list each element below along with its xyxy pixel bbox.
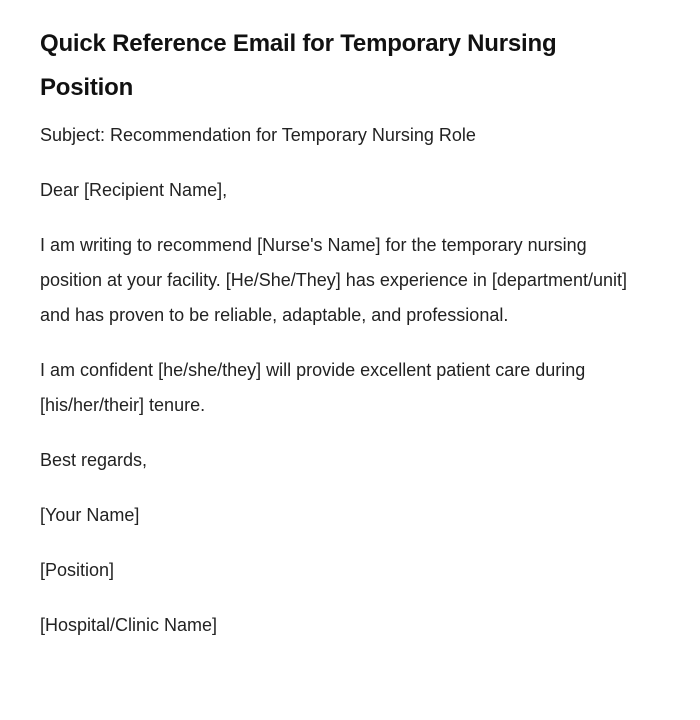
signature-name-line: [Your Name] <box>40 505 140 525</box>
greeting-line: Dear [Recipient Name], <box>40 180 228 200</box>
body-paragraph-2: I am confident [he/she/they] will provide excellent patient care during [his/her/their] tenure. <box>40 360 586 415</box>
subject-line: Subject: Recommendation for Temporary Nursing Role <box>40 125 476 145</box>
document-title: Quick Reference Email for Temporary Nursing Position <box>40 30 557 101</box>
body-paragraph-1: I am writing to recommend [Nurse's Name] for the temporary nursing position at your facility. [He/She/They] has experience in [department/unit] and has proven to be reliable, adaptable, and professional. <box>40 235 627 325</box>
signature-position-line: [Position] <box>40 560 115 580</box>
signature-org-line: [Hospital/Clinic Name] <box>40 615 218 635</box>
closing-line: Best regards, <box>40 450 148 470</box>
